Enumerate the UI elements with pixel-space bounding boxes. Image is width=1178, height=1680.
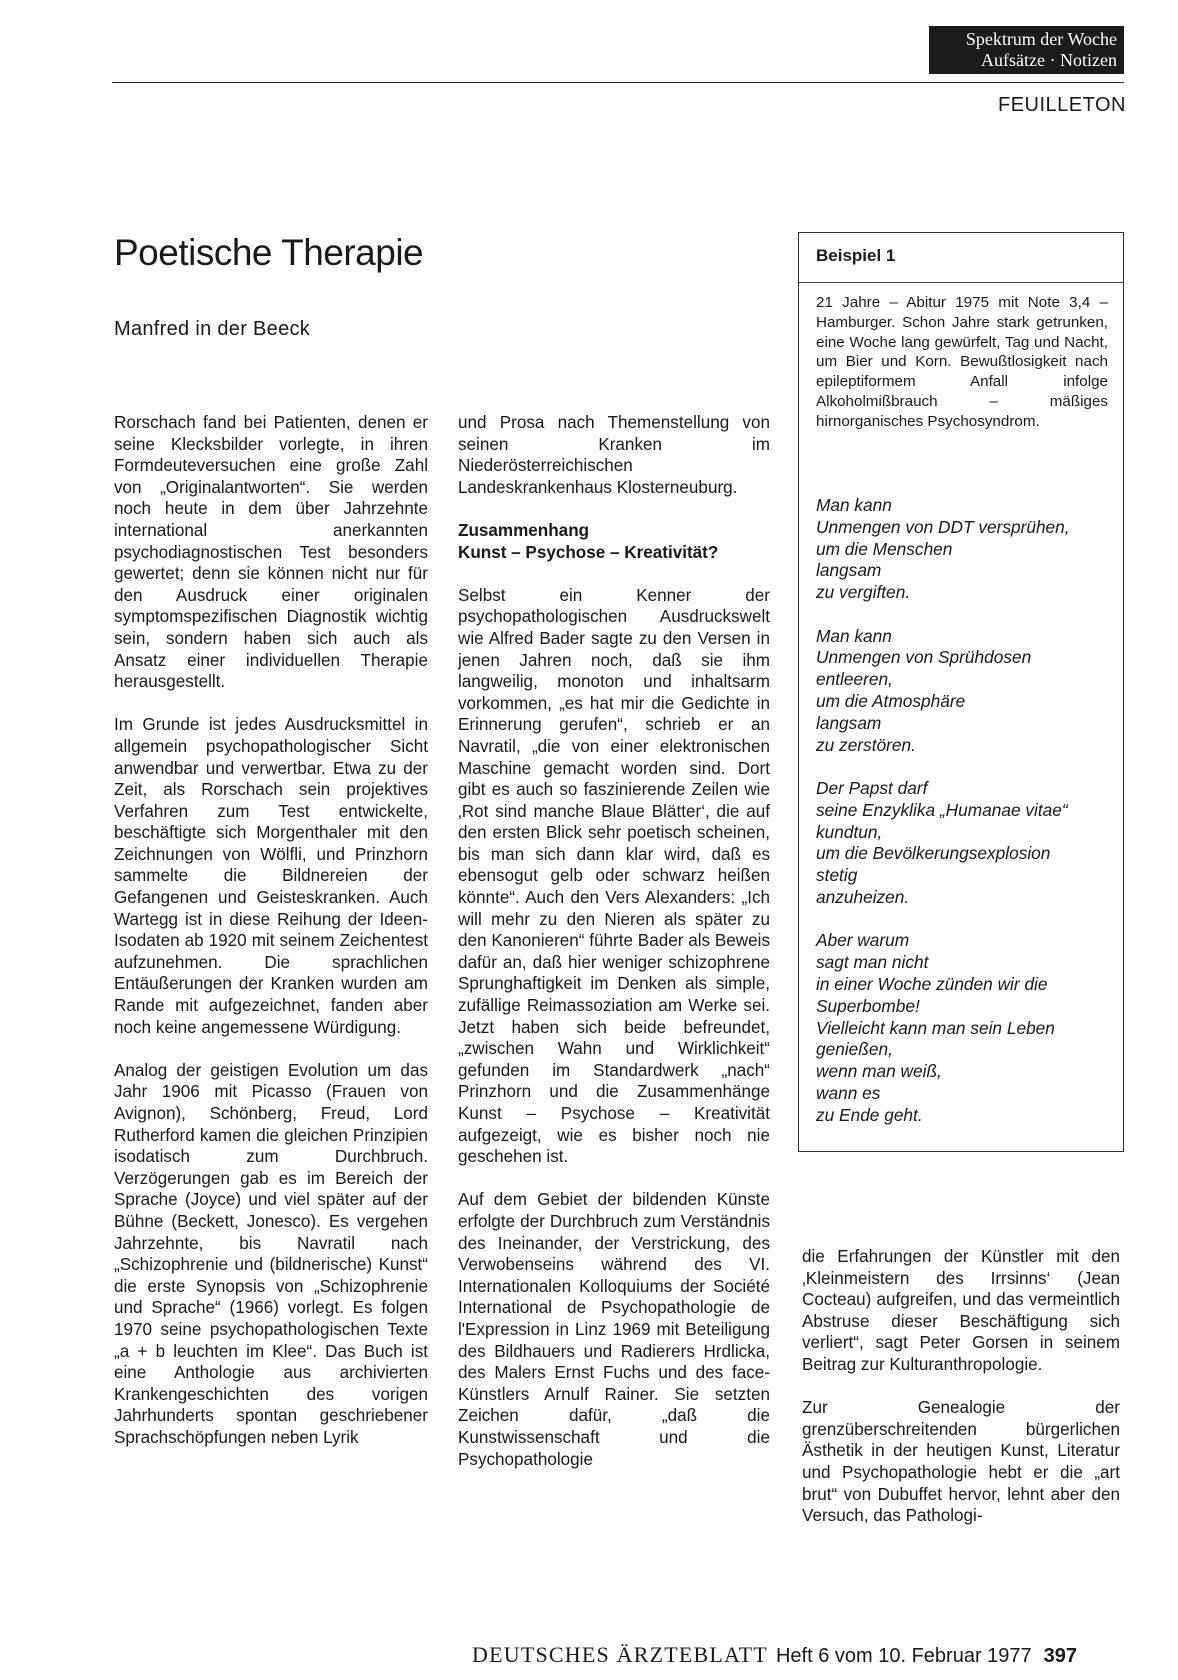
paragraph: Rorschach fand bei Patienten, denen er seine Klecksbilder vorlegte, in ihren Formdeuteversuchen eine große Zahl von „Originalantworten“. Sie werden noch heute in dem über Jahrzehnte international anerkannten psychodiagnostischen Test besonders gewertet; denn sie können nicht nur für den Ausdruck einer originalen symptomspezifischen Diagnostik wichtig sein, sondern haben sich auch als Ansatz einer individuellen Therapie herausgestellt.: [114, 413, 428, 692]
column-1: [114, 412, 428, 1449]
page-footer: [472, 1642, 1077, 1668]
poem: [816, 495, 1116, 1148]
example-box: [798, 232, 1124, 1152]
poem-line: Unmengen von DDT versprühen,: [816, 516, 1070, 537]
column-3: [802, 1246, 1120, 1527]
poem-line: stetig: [816, 865, 858, 886]
poem-stanza: [816, 626, 1116, 757]
paragraph: Im Grunde ist jedes Ausdrucksmittel in allgemein psychopathologischer Sicht anwendbar und verwertbar. Etwa zu der Zeit, als Rorschach sein projektives Verfahren zum Test entwickelte, beschäftigte sich Morgenthaler mit den Zeichnungen von Wölfli, und Prinzhorn sammelte die Bildnereien der Gefangenen und Geisteskranken. Auch Wartegg ist in diese Reihung der Ideen-Isodaten ab 1920 mit seinem Zeichentest aufzunehmen. Die sprachlichen Entäußerungen der Kranken wurden am Rande mit aufgezeichnet, fanden aber noch keine angemessene Würdigung.: [114, 715, 428, 1037]
article-title: Poetische Therapie: [114, 232, 424, 273]
poem-stanza: [816, 495, 1116, 604]
badge-line-2: Aufsätze · Notizen: [981, 50, 1117, 70]
subheading-line-1: Zusammenhang: [458, 520, 590, 540]
section-badge: [929, 26, 1124, 74]
poem-line: seine Enzyklika „Humanae vitae“: [816, 799, 1068, 820]
paragraph: und Prosa nach Themenstellung von seinen Kranken im Niederösterreichischen Landeskrankenhaus Klosterneuburg.: [458, 413, 770, 497]
poem-line: Man kann: [816, 625, 892, 646]
subheading: [458, 520, 770, 563]
example-box-rule: [799, 282, 1123, 283]
example-box-intro: 21 Jahre – Abitur 1975 mit Note 3,4 – Hamburger. Schon Jahre stark getrunken, eine Woche lang gewürfelt, Tag und Nacht, um Bier und Korn. Bewußtlosigkeit nach epileptiformem Anfall infolge Alkoholmißbrauch – mäßiges hirnorganisches Psychosyndrom.: [816, 294, 1108, 430]
paragraph: Zur Genealogie der grenzüberschreitenden bürgerlichen Ästhetik in der heutigen Kunst, Literatur und Psychopathologie hebt er die „art brut“ von Dubuffet hervor, lehnt aber den Versuch, das Pathologi-: [802, 1398, 1120, 1526]
poem-line: Man kann: [816, 495, 892, 515]
poem-line: Unmengen von Sprühdosen: [816, 647, 1032, 668]
paragraph: Analog der geistigen Evolution um das Jahr 1906 mit Picasso (Frauen von Avignon), Schönberg, Freud, Lord Rutherford kamen die gleichen Prinzipien isodatisch zum Durchbruch. Verzögerungen gab es im Bereich der Sprache (Joyce) und viel später auf der Bühne (Beckett, Jonesco). Es vergehen Jahrzehnte, bis Navratil nach „Schizophrenie und (bildnerische) Kunst“ die erste Synopsis von „Schizophrenie und Sprache“ (1966) vorlegt. Es folgen 1970 seine psychopathologischen Texte „a + b leuchten im Klee“. Das Buch ist eine Anthologie aus archivierten Krankengeschichten des vorigen Jahrhunderts spontan geschriebener Sprachschöpfungen neben Lyrik: [114, 1060, 428, 1447]
subheading-line-2: Kunst – Psychose – Kreativität?: [458, 542, 719, 562]
poem-line: um die Menschen: [816, 538, 953, 559]
poem-line: zu Ende geht.: [816, 1104, 923, 1125]
poem-line: Superbombe!: [816, 995, 920, 1016]
poem-line: um die Bevölkerungsexplosion: [816, 843, 1051, 864]
article-author: Manfred in der Beeck: [114, 318, 311, 340]
poem-line: entleeren,: [816, 669, 893, 690]
poem-line: Der Papst darf: [816, 777, 928, 798]
page-number: 397: [1043, 1645, 1078, 1667]
poem-line: um die Atmosphäre: [816, 690, 966, 711]
badge-line-1: Spektrum der Woche: [965, 29, 1117, 49]
issue-info: Heft 6 vom 10. Februar 1977: [775, 1645, 1032, 1667]
poem-line: in einer Woche zünden wir die: [816, 973, 1048, 994]
poem-line: Aber warum: [816, 930, 910, 951]
paragraph: die Erfahrungen der Künstler mit den ‚Kleinmeistern des Irrsinns‘ (Jean Cocteau) aufgreifen, und das vermeintlich Abstruse dieser Beschäftigung sich verliert“, sagt Peter Gorsen in seinem Beitrag zur Kulturanthropologie.: [802, 1247, 1120, 1374]
poem-line: zu zerstören.: [816, 734, 916, 755]
column-2: [458, 412, 770, 1470]
poem-line: langsam: [816, 712, 882, 733]
poem-line: sagt man nicht: [816, 952, 929, 973]
poem-line: kundtun,: [816, 821, 883, 842]
poem-line: zu vergiften.: [816, 582, 911, 603]
paragraph: Selbst ein Kenner der psychopathologischen Ausdruckswelt wie Alfred Bader sagte zu den Versen in jenen Jahren noch, daß sie ihm langweilig, monoton und inhaltsarm vorkommen, „es hat mir die Gedichte in Erinnerung gerufen“, schrieb er an Navratil, „die von einer elektronischen Maschine gemacht worden sind. Dort gibt es auch so faszinierende Zeilen wie ‚Rot sind manche Blaue Blätter‘, die auf den ersten Blick sehr poetisch scheinen, bis man sich dann klar wird, daß es ebensogut gelb oder schwarz heißen könnte“. Auch den Vers Alexanders: „Ich will mehr zu den Nieren als später zu den Kanonieren“ führte Bader als Beweis dafür an, daß hier weniger schizophrene Sprunghaftigkeit im Denken als simple, zufällige Reimassoziation am Werke sei. Jetzt haben sich beide befreundet, „zwischen Wahn und Wirklichkeit“ gefunden im Standardwerk „nach“ Prinzhorn und die Zusammenhänge Kunst – Psychose – Kreativität aufgezeigt, wie es bisher noch nie geschehen ist.: [458, 585, 770, 1167]
poem-line: wann es: [816, 1082, 881, 1103]
poem-line: anzuheizen.: [816, 886, 910, 907]
example-box-title: Beispiel 1: [816, 246, 896, 265]
poem-line: genießen,: [816, 1039, 893, 1060]
header-rule: [112, 82, 1124, 83]
paragraph: Auf dem Gebiet der bildenden Künste erfolgte der Durchbruch zum Verständnis des Ineinander, der Verstrickung, des Verwobenseins während des VI. Internationalen Kolloquiums der Société International de Psychopathologie de l'Expression in Linz 1969 mit Beteiligung des Bildhauers und Radierers Hrdlicka, des Malers Ernst Fuchs und des face-Künstlers Arnulf Rainer. Sie setzten Zeichen dafür, „daß die Kunstwissenschaft und die Psychopathologie: [458, 1190, 770, 1469]
journal-name: DEUTSCHES ÄRZTEBLATT: [472, 1642, 768, 1667]
poem-line: wenn man weiß,: [816, 1061, 942, 1082]
poem-line: Vielleicht kann man sein Leben: [816, 1017, 1055, 1038]
poem-stanza: [816, 930, 1116, 1126]
section-label: FEUILLETON: [998, 94, 1126, 116]
poem-line: langsam: [816, 560, 882, 581]
poem-stanza: [816, 778, 1116, 909]
